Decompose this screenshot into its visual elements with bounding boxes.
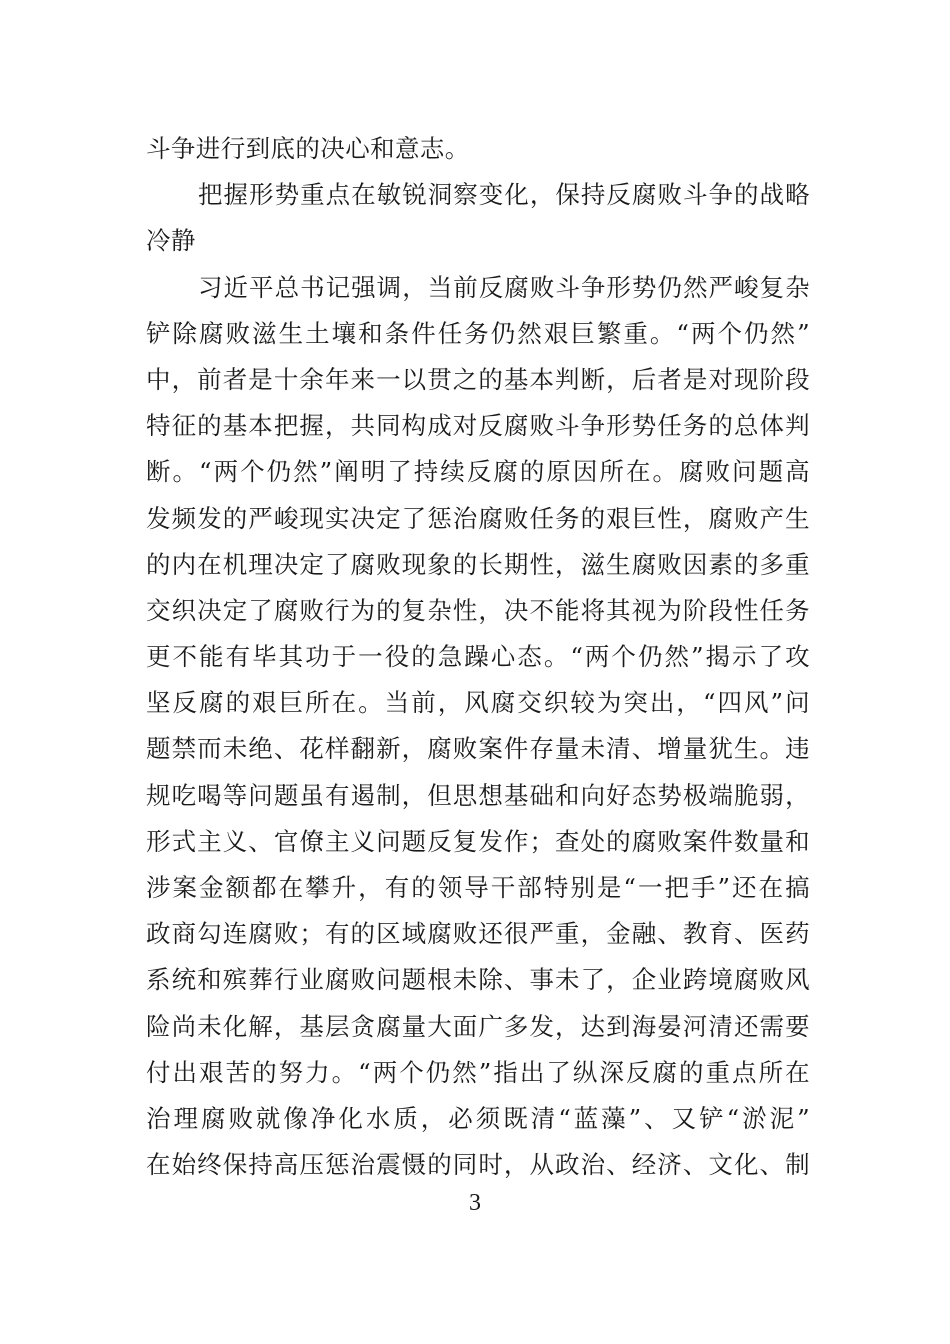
text-line: 习近平总书记强调，当前反腐败斗争形势仍然严峻复杂: [198, 272, 810, 302]
text-line: 付出艰苦的努力。“两个仍然”指出了纵深反腐的重点所在: [146, 1057, 810, 1087]
text-line: 坚反腐的艰巨所在。当前，风腐交织较为突出，“四风”问: [146, 688, 810, 718]
text-line: 铲除腐败滋生土壤和条件任务仍然艰巨繁重。“两个仍然”: [146, 318, 810, 348]
text-line: 发频发的严峻现实决定了惩治腐败任务的艰巨性，腐败产生: [146, 503, 810, 533]
body-text: [146, 130, 810, 1192]
text-line: 交织决定了腐败行为的复杂性，决不能将其视为阶段性任务: [146, 595, 810, 625]
text-line: 中，前者是十余年来一以贯之的基本判断，后者是对现阶段: [146, 364, 810, 394]
text-line: 形式主义、官僚主义问题反复发作；查处的腐败案件数量和: [146, 826, 810, 856]
text-line: 系统和殡葬行业腐败问题根未除、事未了，企业跨境腐败风: [146, 965, 810, 995]
text-line: 政商勾连腐败；有的区域腐败还很严重，金融、教育、医药: [146, 919, 810, 949]
text-line: 在始终保持高压惩治震慑的同时，从政治、经济、文化、制: [146, 1150, 810, 1180]
text-line: 斗争进行到底的决心和意志。: [146, 134, 470, 163]
section-heading-line: 冷静: [146, 226, 196, 256]
page-number: 3: [469, 1190, 481, 1216]
text-line: 治理腐败就像净化水质，必须既清“蓝藻”、又铲“淤泥”: [146, 1103, 810, 1133]
text-line: 题禁而未绝、花样翻新，腐败案件存量未清、增量犹生。违: [146, 734, 810, 764]
text-line: 特征的基本把握，共同构成对反腐败斗争形势任务的总体判: [146, 411, 810, 441]
section-heading-line: 把握形势重点在敏锐洞察变化，保持反腐败斗争的战略: [198, 180, 810, 210]
text-line: 险尚未化解，基层贪腐量大面广多发，达到海晏河清还需要: [146, 1011, 810, 1041]
text-line: 断。“两个仍然”阐明了持续反腐的原因所在。腐败问题高: [146, 457, 810, 487]
text-line: 规吃喝等问题虽有遏制，但思想基础和向好态势极端脆弱，: [146, 780, 810, 810]
text-line: 的内在机理决定了腐败现象的长期性，滋生腐败因素的多重: [146, 549, 810, 579]
text-line: 更不能有毕其功于一役的急躁心态。“两个仍然”揭示了攻: [146, 642, 810, 672]
text-line: 涉案金额都在攀升，有的领导干部特别是“一把手”还在搞: [146, 873, 810, 902]
